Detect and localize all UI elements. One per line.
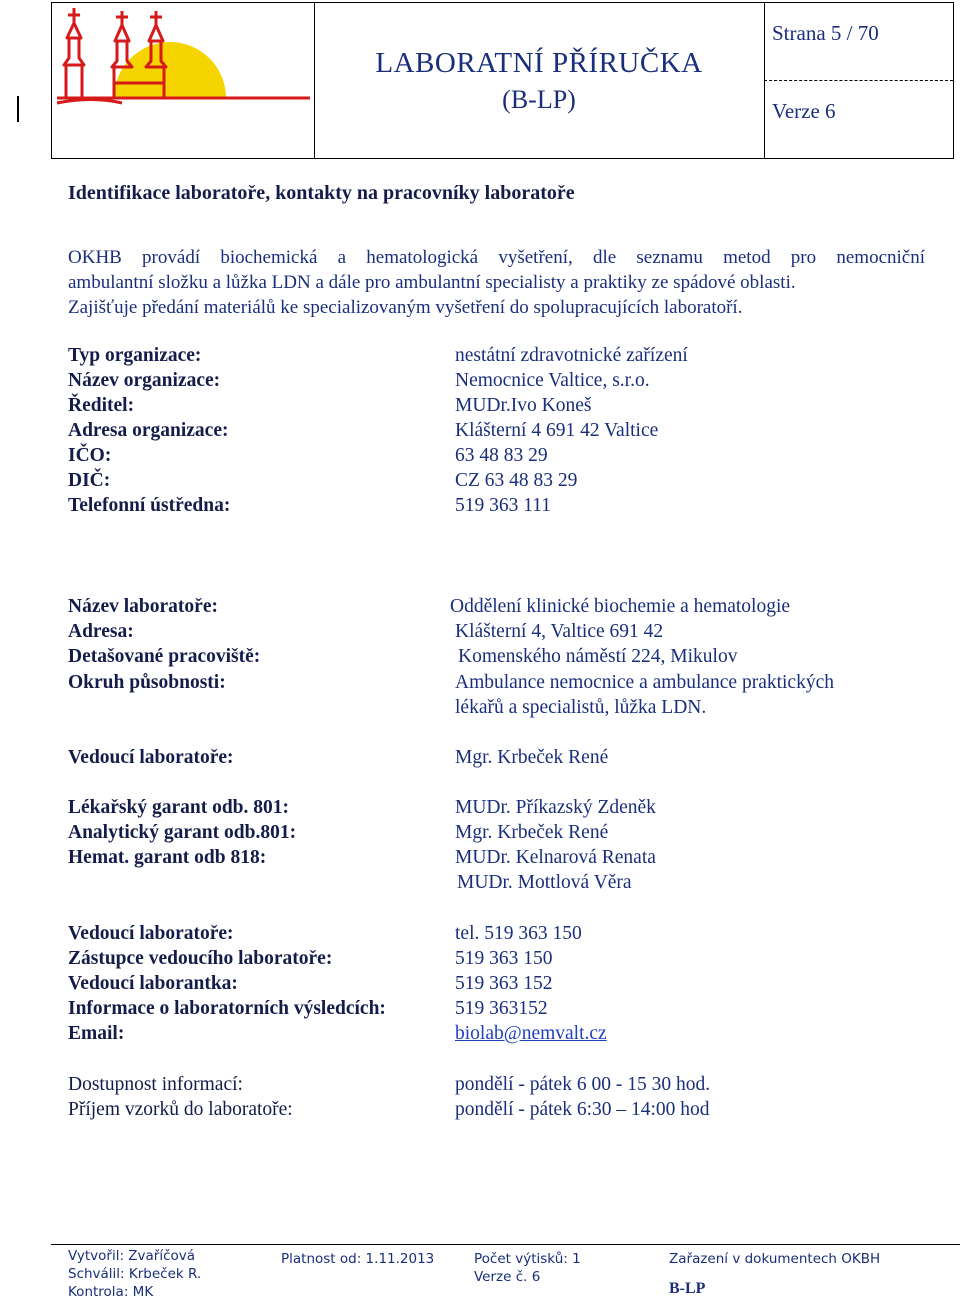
deputy-value: 519 363 150 [455,948,553,969]
hemat-guarantor-label: Hemat. garant odb 818: [68,847,267,868]
org-name-value: Nemocnice Valtice, s.r.o. [455,370,650,391]
org-type-label: Typ organizace: [68,345,202,366]
email-label: Email: [68,1023,125,1044]
text-cursor [17,96,19,122]
director-value: MUDr.Ivo Koneš [455,395,592,416]
results-info-value: 519 363152 [455,998,548,1019]
footer-valid-from: Platnost od: 1.11.2013 [281,1251,435,1267]
chief-tech-label: Vedoucí laborantka: [68,973,238,994]
lab-head-label: Vedoucí laboratoře: [68,747,234,768]
contact-head-value: tel. 519 363 150 [455,923,582,944]
version-label: Verze 6 [772,99,836,123]
hemat-guarantor-value-2: MUDr. Mottlová Věra [457,872,632,893]
org-address-label: Adresa organizace: [68,420,229,441]
ico-label: IČO: [68,445,112,466]
scope-value: Ambulance nemocnice a ambulance praktických [455,672,834,693]
lab-name-label: Název laboratoře: [68,596,218,617]
detached-label: Detašované pracoviště: [68,646,261,667]
deputy-label: Zástupce vedoucího laboratoře: [68,948,333,969]
hospital-logo [52,3,315,158]
results-info-label: Informace o laboratorních výsledcích: [68,998,386,1019]
footer-created: Vytvořil: Zvaříčová [68,1248,196,1264]
header-title-cell [314,3,765,158]
intro-line: Zajišťuje předání materiálů ke specializovaným vyšetření do spolupracujících laboratoří. [68,297,743,318]
intro-line: ambulantní složku a lůžka LDN a dále pro ambulantní specialisty a praktiky ze spádové oblasti. [68,272,796,293]
chief-tech-value: 519 363 152 [455,973,553,994]
logo-graphic [52,3,314,158]
med-guarantor-label: Lékařský garant odb. 801: [68,797,290,818]
divider [764,80,953,81]
info-availability-label: Dostupnost informací: [68,1074,243,1095]
sample-intake-value: pondělí - pátek 6:30 – 14:00 hod [455,1099,710,1120]
document-header [51,2,954,159]
page-number: Strana 5 / 70 [772,21,879,45]
dic-value: CZ 63 48 83 29 [455,470,578,491]
org-type-value: nestátní zdravotnické zařízení [455,345,688,366]
footer-checked: Kontrola: MK [68,1284,154,1300]
org-address-value: Klášterní 4 691 42 Valtice [455,420,659,441]
footer-classification: Zařazení v dokumentech OKBH [669,1251,881,1267]
footer-copies: Počet výtisků: 1 [474,1251,581,1267]
lab-name-value: Oddělení klinické biochemie a hematologie [450,596,791,617]
document-code: (B-LP) [502,85,576,114]
ico-value: 63 48 83 29 [455,445,548,466]
lab-head-value: Mgr. Krbeček René [455,747,609,768]
scope-label: Okruh působnosti: [68,672,226,693]
director-label: Ředitel: [68,395,135,416]
footer-version: Verze č. 6 [474,1269,541,1285]
contact-head-label: Vedoucí laboratoře: [68,923,234,944]
intro-paragraph [68,245,925,320]
detached-value: Komenského náměstí 224, Mikulov [458,646,738,667]
section-heading: Identifikace laboratoře, kontakty na pracovníky laboratoře [68,182,575,204]
info-availability-value: pondělí - pátek 6 00 - 15 30 hod. [455,1074,711,1095]
dic-label: DIČ: [68,470,111,491]
scope-value-cont: lékařů a specialistů, lůžka LDN. [455,697,707,718]
header-side-cell [764,3,953,158]
phone-label: Telefonní ústředna: [68,495,231,516]
sample-intake-label: Příjem vzorků do laboratoře: [68,1099,293,1120]
document-footer [51,1244,960,1299]
org-name-label: Název organizace: [68,370,221,391]
hemat-guarantor-value: MUDr. Kelnarová Renata [455,847,656,868]
anal-guarantor-label: Analytický garant odb.801: [68,822,297,843]
lab-address-value: Klášterní 4, Valtice 691 42 [455,621,664,642]
intro-line: OKHB provádí biochemická a hematologická vyšetření, dle seznamu metod pro nemocniční [68,247,925,268]
footer-doc-code: B-LP [669,1280,706,1297]
phone-value: 519 363 111 [455,495,552,516]
document-title: LABORATNÍ PŘÍRUČKA [375,47,703,79]
med-guarantor-value: MUDr. Příkazský Zdeněk [455,797,656,818]
anal-guarantor-value: Mgr. Krbeček René [455,822,609,843]
lab-address-label: Adresa: [68,621,134,642]
email-link[interactable]: biolab@nemvalt.cz [455,1023,607,1044]
footer-approved: Schválil: Krbeček R. [68,1266,202,1282]
